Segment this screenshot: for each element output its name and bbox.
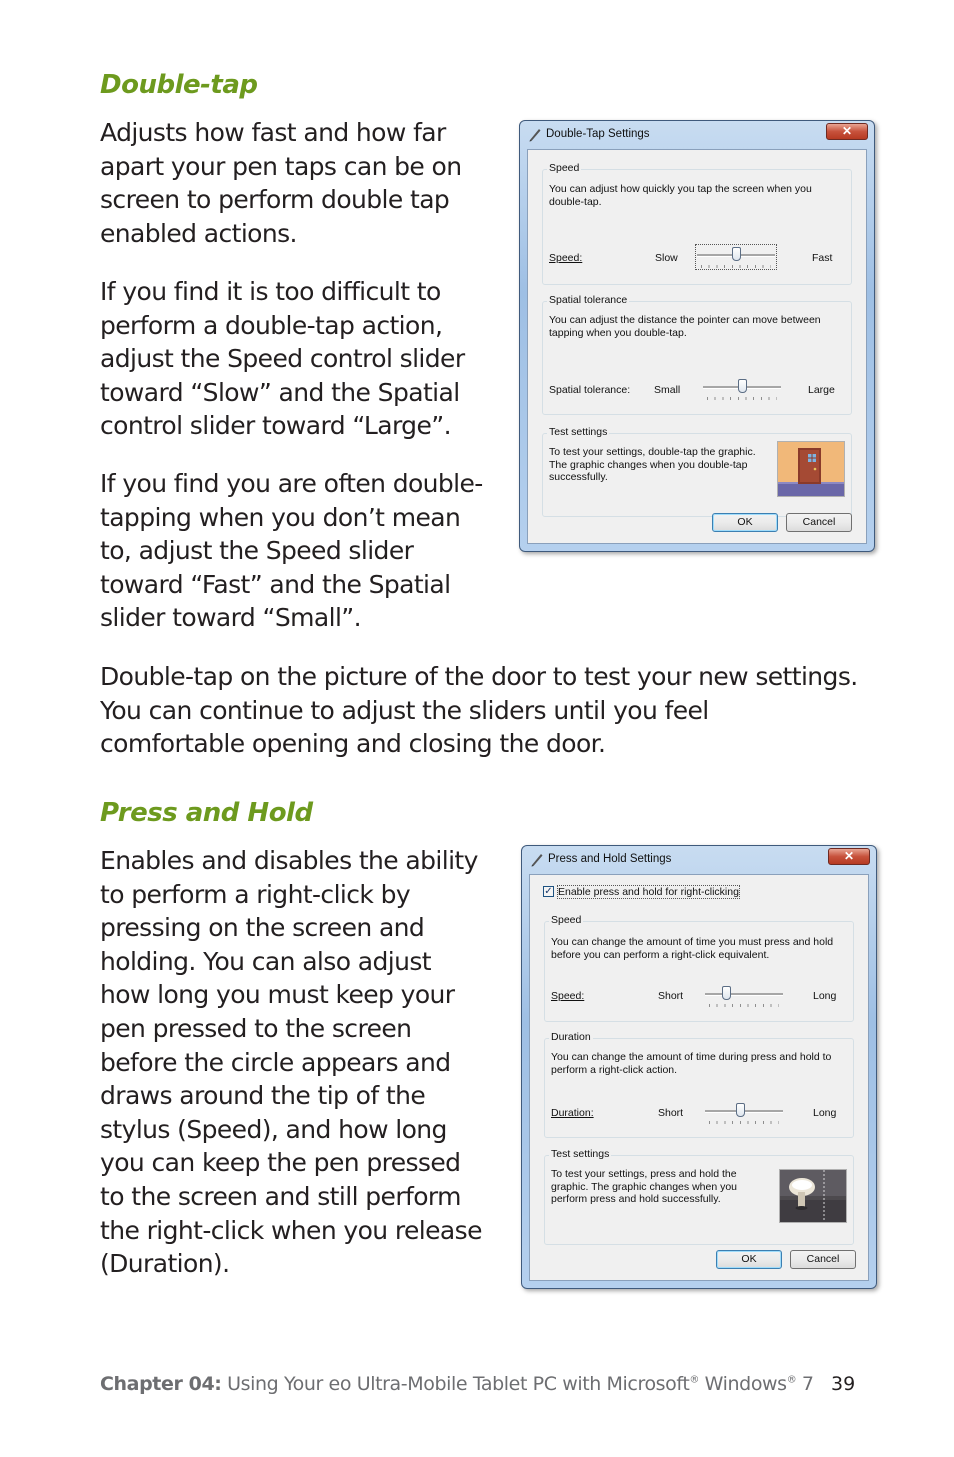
slider-min-label: Short: [658, 1107, 684, 1119]
spatial-tolerance-slider[interactable]: [703, 378, 781, 400]
section-heading-press-and-hold: Press and Hold: [100, 798, 313, 828]
slider-max-label: Long: [813, 990, 837, 1002]
spatial-tolerance-label: Spatial tolerance:: [549, 384, 631, 396]
double-tap-settings-dialog: [519, 120, 875, 552]
door-test-image[interactable]: [777, 441, 845, 497]
group-description: You can adjust how quickly you tap the screen when you double-tap.: [549, 183, 812, 208]
group-label: Test settings: [551, 1148, 610, 1160]
speed-label: Speed:: [551, 990, 585, 1002]
pen-icon: [530, 851, 544, 867]
title-bar[interactable]: [522, 846, 876, 872]
checkbox-label[interactable]: Enable press and hold for right-clicking: [558, 886, 739, 898]
speed-slider[interactable]: [705, 985, 783, 1007]
slider-min-label: Small: [654, 384, 681, 396]
speed-group: [544, 914, 854, 1022]
group-description: You can change the amount of time you must press and hold before you can perform a right-click equivalent.: [551, 936, 834, 961]
mushroom-test-image[interactable]: [779, 1169, 847, 1223]
paragraph: Adjusts how fast and how far apart your pen taps can be on screen to perform double tap enabled actions.: [100, 118, 462, 248]
slider-max-label: Large: [808, 384, 835, 396]
paragraph: If you find you are often double-tapping when you don’t mean to, adjust the Speed slider toward “Fast” and the Spatial slider toward “Small”.: [100, 469, 483, 633]
spatial-tolerance-group: [542, 294, 852, 415]
test-settings-group: [544, 1148, 854, 1245]
enable-press-and-hold-checkbox[interactable]: ✓: [544, 886, 553, 897]
press-and-hold-settings-dialog: [521, 845, 877, 1289]
cancel-button[interactable]: Cancel: [786, 513, 852, 532]
slider-thumb[interactable]: [736, 1103, 745, 1117]
paragraph: Enables and disables the ability to perform a right-click by pressing on the screen and holding. You can also adjust how long you must keep your pen pressed to the screen before the circle appears and draws around the tip of the stylus (Speed), and how long you can keep the pen pressed to the screen and still perform the right-click when you release (Duration).: [100, 846, 482, 1279]
group-label: Speed: [551, 914, 582, 926]
slider-min-label: Short: [658, 990, 684, 1002]
slider-max-label: Long: [813, 1107, 837, 1119]
page-footer: [100, 1373, 814, 1395]
chapter-label: Chapter 04:: [100, 1373, 222, 1395]
slider-min-label: Slow: [655, 252, 678, 264]
group-label: Speed: [549, 162, 580, 174]
test-settings-group: [542, 426, 852, 517]
slider-thumb[interactable]: [722, 986, 731, 1000]
close-button[interactable]: ✕: [828, 848, 870, 865]
speed-label: Speed:: [549, 252, 583, 264]
slider-max-label: Fast: [812, 252, 833, 264]
title-bar[interactable]: [520, 121, 874, 147]
chapter-title-part: 7: [796, 1373, 814, 1395]
chapter-title-part: Using Your eo Ultra-Mobile Tablet PC with Microsoft: [221, 1373, 690, 1395]
duration-label: Duration:: [551, 1107, 594, 1119]
slider-thumb[interactable]: [732, 247, 741, 261]
duration-group: [544, 1031, 854, 1138]
section-heading-double-tap: Double-tap: [100, 70, 258, 100]
close-button[interactable]: ✕: [826, 123, 868, 140]
speed-slider[interactable]: [697, 246, 775, 268]
dialog-body: [529, 874, 869, 1281]
group-label: Duration: [551, 1031, 591, 1043]
page-number: 39: [831, 1373, 856, 1395]
speed-group: [542, 162, 852, 285]
pen-icon: [528, 126, 542, 142]
ok-button[interactable]: OK: [716, 1250, 782, 1269]
dialog-body: [527, 149, 867, 544]
chapter-title-part: Windows: [699, 1373, 787, 1395]
registered-mark: ®: [786, 1374, 797, 1386]
duration-slider[interactable]: [705, 1102, 783, 1124]
registered-mark: ®: [689, 1374, 700, 1386]
ok-button[interactable]: OK: [712, 513, 778, 532]
group-description: You can change the amount of time during press and hold to perform a right-click action.: [551, 1051, 832, 1076]
dialog-title: Double-Tap Settings: [546, 128, 650, 140]
dialog-title: Press and Hold Settings: [548, 853, 672, 865]
group-description: To test your settings, double-tap the graphic. The graphic changes when you double-tap successfully.: [549, 446, 756, 483]
group-description: You can adjust the distance the pointer can move between tapping when you double-tap.: [549, 314, 821, 339]
paragraph: Double-tap on the picture of the door to test your new settings. You can continue to adjust the sliders until you feel comfortable opening and closing the door.: [100, 662, 858, 759]
slider-thumb[interactable]: [738, 379, 747, 393]
group-description: To test your settings, press and hold the graphic. The graphic changes when you perform press and hold successfully.: [551, 1168, 738, 1205]
cancel-button[interactable]: Cancel: [790, 1250, 856, 1269]
paragraph: If you find it is too difficult to perform a double-tap action, adjust the Speed control slider toward “Slow” and the Spatial control slider toward “Large”.: [100, 277, 465, 441]
group-label: Test settings: [549, 426, 608, 438]
group-label: Spatial tolerance: [549, 294, 628, 306]
